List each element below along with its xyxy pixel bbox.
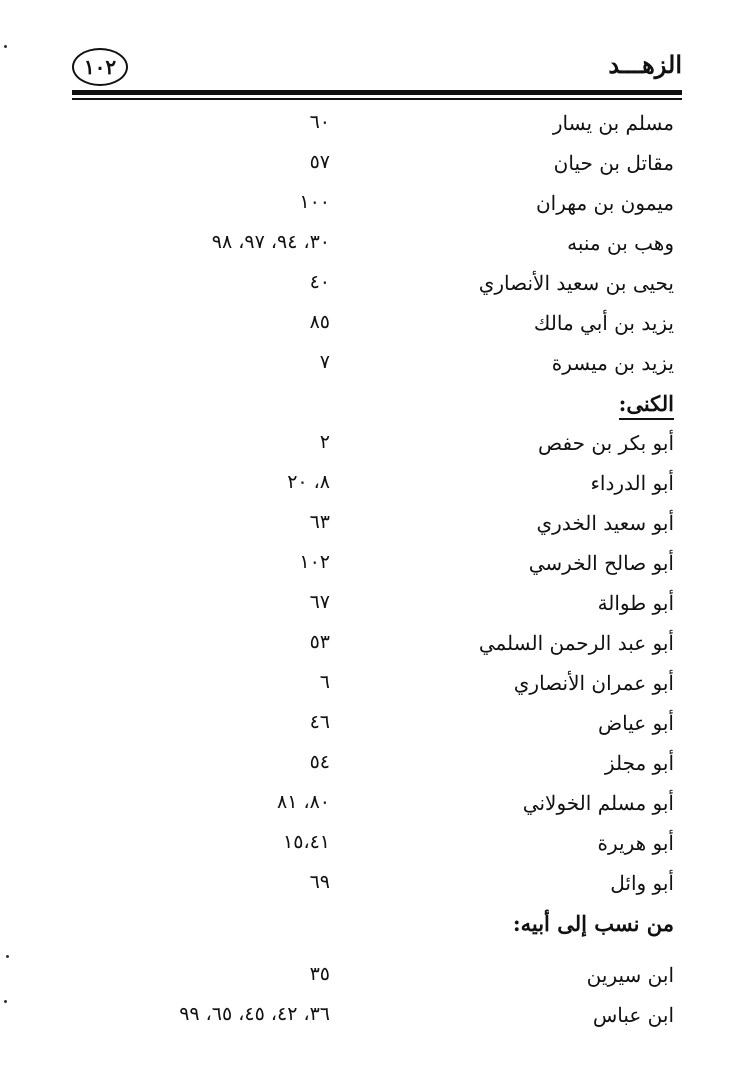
index-entry [150, 225, 674, 265]
index-entry [150, 305, 674, 345]
index-entry [150, 997, 674, 1037]
entry-pages: ٤٠ [309, 271, 330, 293]
entry-name: ابن عباس [592, 1003, 674, 1027]
entry-pages: ٥٧ [309, 151, 330, 173]
index-entry [150, 465, 674, 505]
index-entry [150, 145, 674, 185]
entry-name: أبو عبد الرحمن السلمي [478, 631, 674, 655]
entry-name: أبو صالح الخرسي [528, 551, 674, 575]
index-entry [150, 745, 674, 785]
index-list [150, 105, 674, 1037]
spacer [150, 945, 674, 957]
index-entry [150, 185, 674, 225]
entry-name: أبو طوالة [597, 591, 674, 615]
entry-pages: ٦٩ [309, 871, 330, 893]
scan-speck [6, 955, 9, 958]
entry-pages: ٥٤ [309, 751, 330, 773]
index-entry [150, 665, 674, 705]
scan-speck [4, 1000, 7, 1003]
section-heading-nasab: من نسب إلى أبيه: [512, 911, 674, 936]
page-number: ١٠٢ [72, 48, 128, 86]
entry-name: أبو سعيد الخدري [536, 511, 674, 535]
index-entry [150, 105, 674, 145]
index-entry [150, 957, 674, 997]
entry-name: يزيد بن أبي مالك [533, 311, 674, 335]
section-heading-row [150, 385, 674, 425]
entry-pages: ٦٠ [309, 111, 330, 133]
entry-pages: ٦٧ [309, 591, 330, 613]
entry-name: أبو الدرداء [590, 471, 674, 495]
entry-name: أبو عياض [597, 711, 674, 735]
section-heading-row [150, 905, 674, 945]
entry-pages: ٦ [319, 671, 330, 693]
entry-pages: ٤٦ [309, 711, 330, 733]
entry-name: يحيى بن سعيد الأنصاري [478, 271, 674, 295]
entry-pages: ٣٦، ٤٢، ٤٥، ٦٥، ٩٩ [179, 1003, 330, 1025]
index-entry [150, 585, 674, 625]
index-entry [150, 425, 674, 465]
entry-pages: ٨٥ [309, 311, 330, 333]
entry-pages: ٥٣ [309, 631, 330, 653]
entry-pages: ١٠٠ [299, 191, 330, 213]
index-entry [150, 865, 674, 905]
entry-name: أبو هريرة [597, 831, 674, 855]
index-entry [150, 825, 674, 865]
running-title: الزهـــد [608, 50, 682, 79]
index-entry [150, 265, 674, 305]
entry-name: أبو مجلز [604, 751, 674, 775]
entry-pages: ٧ [319, 351, 330, 373]
entry-pages: ٣٠، ٩٤، ٩٧، ٩٨ [211, 231, 330, 253]
index-entry [150, 505, 674, 545]
section-heading-kuna: الكنى: [619, 391, 674, 420]
entry-pages: ٣٥ [309, 963, 330, 985]
entry-name: أبو مسلم الخولاني [522, 791, 674, 815]
entry-name: أبو بكر بن حفص [538, 431, 674, 455]
header-rule-thin [72, 98, 682, 100]
entry-pages: ٨، ٢٠ [287, 471, 330, 493]
entry-name: يزيد بن ميسرة [551, 351, 674, 375]
index-entry [150, 345, 674, 385]
index-entry [150, 545, 674, 585]
scan-speck [4, 45, 7, 48]
entry-name: مقاتل بن حيان [553, 151, 674, 175]
entry-pages: ١٠٢ [299, 551, 330, 573]
entry-pages: ١٥،٤١ [283, 831, 330, 853]
entry-pages: ٢ [319, 431, 330, 453]
entry-pages: ٦٣ [309, 511, 330, 533]
entry-name: وهب بن منبه [567, 231, 674, 255]
entry-pages: ٨٠، ٨١ [276, 791, 330, 813]
entry-name: ميمون بن مهران [535, 191, 674, 215]
entry-name: ابن سيرين [586, 963, 674, 987]
index-entry [150, 705, 674, 745]
entry-name: مسلم بن يسار [552, 111, 674, 135]
page-header [72, 48, 682, 88]
index-entry [150, 625, 674, 665]
entry-name: أبو عمران الأنصاري [513, 671, 674, 695]
index-entry [150, 785, 674, 825]
entry-name: أبو وائل [610, 871, 674, 895]
header-rule-thick [72, 90, 682, 95]
